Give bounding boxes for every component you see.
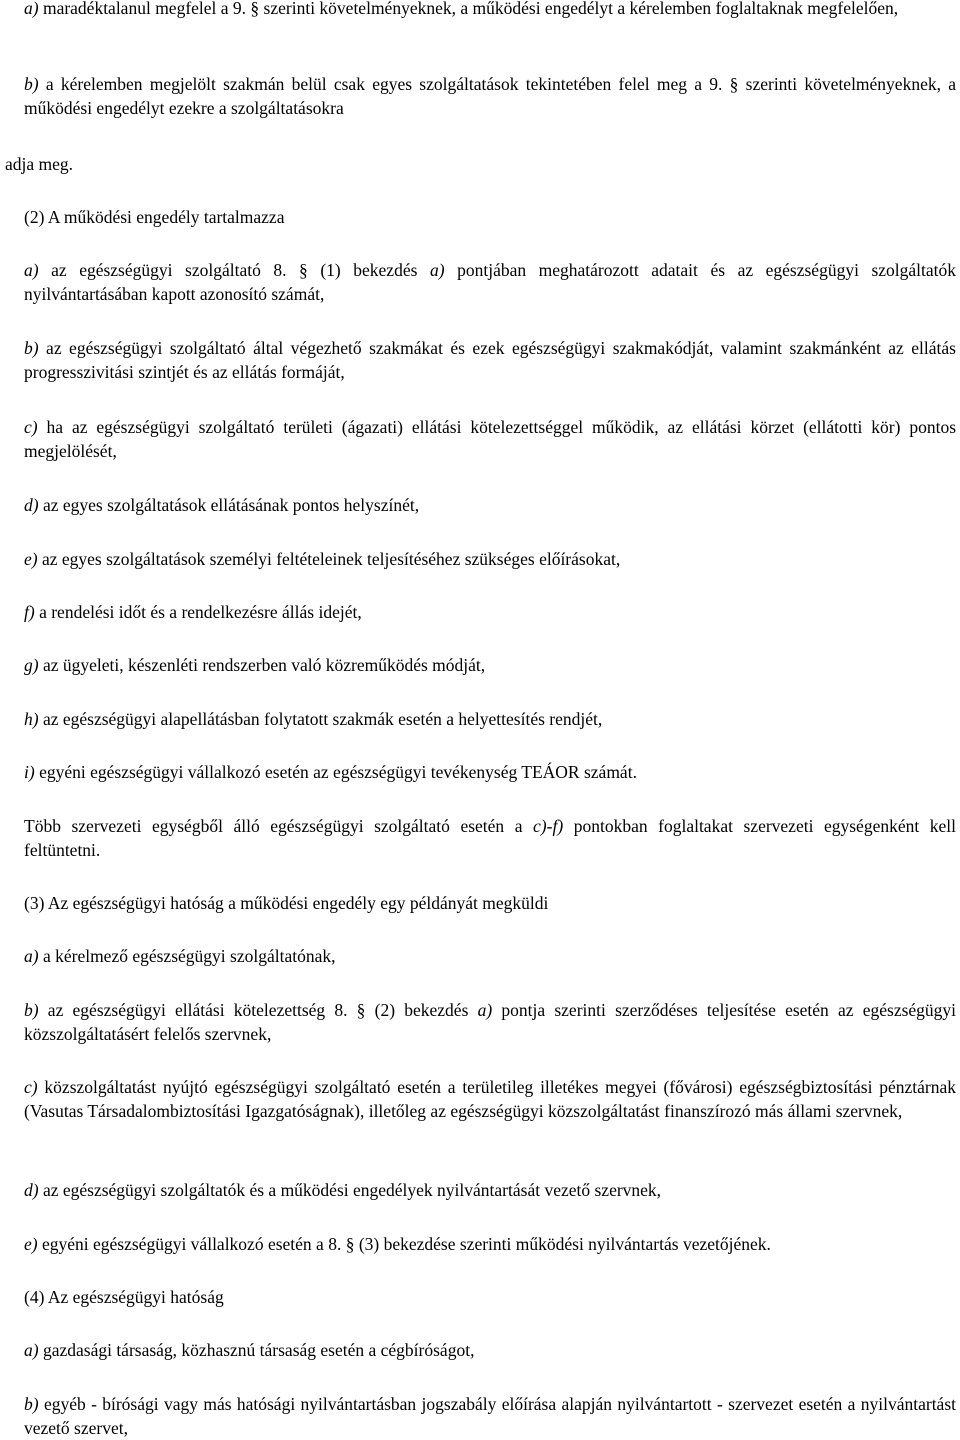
item-text: egyéb - bírósági vagy más hatósági nyilvántartásban jogszabály előírása alapján nyilvántartott - szervezet esetén a nyilvántartást vezető szervet,	[24, 1394, 956, 1438]
section-text: (2) A működési engedély tartalmazza	[24, 207, 285, 227]
paragraph-2-e	[5, 547, 956, 571]
paragraph-2-c	[5, 415, 956, 463]
item-text: egyéni egészségügyi vállalkozó esetén a 8. § (3) bekezdése szerinti működési nyilvántartás vezetőjének.	[41, 1234, 771, 1254]
item-label: d)	[24, 1180, 39, 1200]
item-label: a)	[24, 260, 39, 280]
item-text: pontokban foglaltakat szervezeti egységenként kell feltüntetni.	[24, 816, 957, 860]
item-label: e)	[24, 549, 38, 569]
paragraph-3-c	[5, 1075, 956, 1123]
item-text: az egyes szolgáltatások személyi feltételeinek teljesítéséhez szükséges előírásokat,	[41, 549, 621, 569]
item-label: b)	[24, 338, 39, 358]
paragraph-continuation	[5, 152, 956, 176]
item-label: g)	[24, 655, 39, 675]
item-label: b)	[24, 1000, 39, 1020]
paragraph-1-b	[5, 72, 956, 120]
paragraph-1-a	[5, 0, 956, 20]
paragraph-2-i	[5, 760, 956, 784]
item-label: b)	[24, 74, 39, 94]
item-text: pontjában meghatározott adatait és az egészségügyi szolgáltatók nyilvántartásában kapott azonosító számát,	[24, 260, 957, 304]
item-text: az egészségügyi ellátási kötelezettség 8. § (2) bekezdés	[47, 1000, 469, 1020]
paragraph-2-a	[5, 258, 956, 306]
item-reference: a)	[429, 260, 445, 280]
paragraph-2-h	[5, 707, 956, 731]
item-text: közszolgáltatást nyújtó egészségügyi szolgáltató esetén a területileg illetékes megyei (fővárosi) egészségbiztosítási pénztárnak (Vasutas Társadalombiztosítási Igazgatóságnak), illetőleg az egészségügyi közszolgáltatást finanszírozó más állami szervnek,	[24, 1077, 957, 1121]
paragraph-4-a	[5, 1338, 956, 1362]
item-text: az ügyeleti, készenléti rendszerben való közreműködés módját,	[42, 655, 486, 675]
paragraph-3-d	[5, 1178, 956, 1202]
item-label: a)	[24, 946, 39, 966]
paragraph-4-b	[5, 1392, 956, 1440]
item-text: az egyes szolgáltatások ellátásának pontos helyszínét,	[42, 495, 420, 515]
item-text: a rendelési időt és a rendelkezésre állás idejét,	[39, 602, 362, 622]
item-text: maradéktalanul megfelel a 9. § szerinti követelményeknek, a működési engedélyt a kérelemben foglaltaknak megfelelően,	[42, 0, 899, 18]
item-reference: c)-f)	[533, 816, 564, 836]
item-label: c)	[24, 1077, 38, 1097]
paragraph-2-f	[5, 600, 956, 624]
item-label: a)	[24, 0, 39, 18]
paragraph-2-b	[5, 336, 956, 384]
item-text: pontja szerinti szerződéses teljesítése esetén az egészségügyi közszolgáltatásért felelős szervnek,	[24, 1000, 957, 1044]
item-text: az egészségügyi alapellátásban folytatott szakmák esetén a helyettesítés rendjét,	[42, 709, 603, 729]
item-text: a kérelemben megjelölt szakmán belül csak egyes szolgáltatások tekintetében felel meg a 9. § szerinti követelményeknek, a működési engedélyt ezekre a szolgáltatásokra	[24, 74, 956, 118]
item-text: egyéni egészségügyi vállalkozó esetén az egészségügyi tevékenység TEÁOR számát.	[39, 762, 637, 782]
item-text: az egészségügyi szolgáltató 8. § (1) bekezdés	[51, 260, 418, 280]
item-reference: a)	[477, 1000, 493, 1020]
item-label: e)	[24, 1234, 38, 1254]
section-text: (3) Az egészségügyi hatóság a működési engedély egy példányát megküldi	[24, 893, 549, 913]
section-4-heading	[5, 1285, 956, 1309]
item-text: a kérelmező egészségügyi szolgáltatónak,	[42, 946, 336, 966]
item-label: h)	[24, 709, 39, 729]
item-text: adja meg.	[5, 154, 74, 174]
item-text: Több szervezeti egységből álló egészségügyi szolgáltató esetén a	[24, 816, 523, 836]
item-text: ha az egészségügyi szolgáltató területi (ágazati) ellátási kötelezettséggel működik, az ellátási körzet (ellátotti kör) pontos megjelölését,	[24, 417, 957, 461]
item-label: d)	[24, 495, 39, 515]
paragraph-2-note	[5, 814, 956, 862]
item-label: c)	[24, 417, 38, 437]
item-label: a)	[24, 1340, 39, 1360]
section-2-heading	[5, 205, 956, 229]
item-label: i)	[24, 762, 35, 782]
paragraph-2-d	[5, 493, 956, 517]
paragraph-3-e	[5, 1232, 956, 1256]
item-label: b)	[24, 1394, 39, 1414]
item-text: gazdasági társaság, közhasznú társaság esetén a cégbíróságot,	[42, 1340, 475, 1360]
section-3-heading	[5, 891, 956, 915]
item-label: f)	[24, 602, 35, 622]
section-text: (4) Az egészségügyi hatóság	[24, 1287, 224, 1307]
item-text: az egészségügyi szolgáltató által végezhető szakmákat és ezek egészségügyi szakmakódját, valamint szakmánként az ellátás progresszivitási szintjét és az ellátás formáját,	[24, 338, 956, 382]
paragraph-3-b	[5, 998, 956, 1046]
paragraph-2-g	[5, 653, 956, 677]
item-text: az egészségügyi szolgáltatók és a működési engedélyek nyilvántartását vezető szervnek,	[42, 1180, 662, 1200]
paragraph-3-a	[5, 944, 956, 968]
